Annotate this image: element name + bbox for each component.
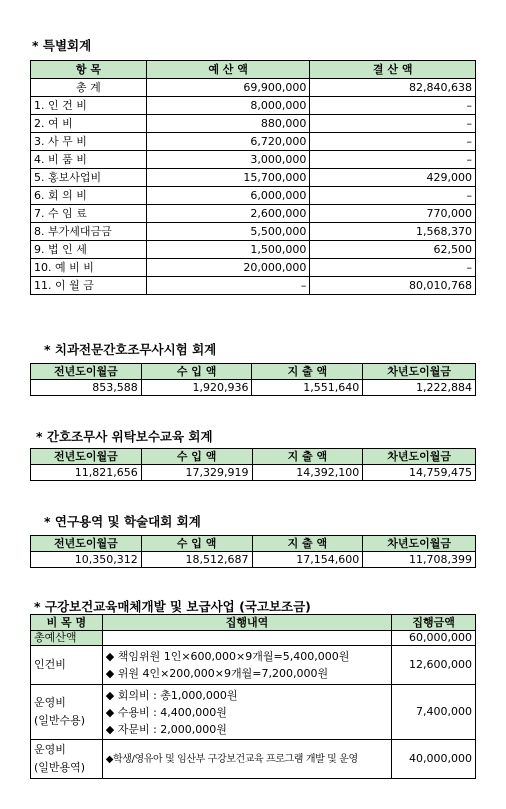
cell-amount: 7,400,000 <box>392 685 476 740</box>
oral-health-table <box>30 614 476 779</box>
cell-details <box>102 685 391 740</box>
table-row <box>31 465 476 481</box>
col-header-item-name: 비 목 명 <box>31 615 103 631</box>
item-name-line: 운영비 <box>34 743 66 756</box>
section-title-research: * 연구용역 및 학술대회 회계 <box>44 514 201 529</box>
cell-settlement: – <box>310 97 476 115</box>
table-row <box>31 380 476 396</box>
cell-prev-carryover: 10,350,312 <box>31 552 142 568</box>
table-row-total <box>31 631 476 646</box>
section-title-dental-exam: * 치과전문간호조무사시험 회계 <box>44 342 217 357</box>
table-header-row <box>31 364 476 380</box>
cell-budget: 20,000,000 <box>146 259 310 277</box>
section-title-oral-health: * 구강보건교육매체개발 및 보급사업 (국고보조금) <box>34 599 311 614</box>
cell-income: 17,329,919 <box>141 465 252 481</box>
table-row <box>31 169 476 187</box>
cell-budget: 5,500,000 <box>146 223 310 241</box>
detail-line: ◆ 위원 4인×200,000×9개월=7,200,000원 <box>105 667 329 680</box>
col-header-expense: 지 출 액 <box>252 364 363 380</box>
cell-amount: 40,000,000 <box>392 740 476 779</box>
item-name-line: 운영비 <box>34 696 66 709</box>
item-name-line: (일반수용) <box>34 714 86 727</box>
cell-label: 10. 예 비 비 <box>31 259 147 277</box>
cell-budget: 15,700,000 <box>146 169 310 187</box>
cell-item-name: 인건비 <box>31 646 103 685</box>
table-row <box>31 187 476 205</box>
table-row <box>31 223 476 241</box>
cell-prev-carryover: 11,821,656 <box>31 465 142 481</box>
cell-label: 5. 홍보사업비 <box>31 169 147 187</box>
table-row <box>31 97 476 115</box>
cell-settlement: 82,840,638 <box>310 79 476 97</box>
detail-line: ◆학생/영유아 및 임산부 구강보건교육 프로그램 개발 및 운영 <box>105 753 358 765</box>
cell-prev-carryover: 853,588 <box>31 380 142 396</box>
cell-item-name <box>31 740 103 779</box>
cell-label: 1. 인 건 비 <box>31 97 147 115</box>
col-header-item: 항 목 <box>31 61 147 79</box>
cell-budget: 6,720,000 <box>146 133 310 151</box>
cell-settlement: – <box>310 133 476 151</box>
cell-details <box>102 740 391 779</box>
cell-total-label: 총예산액 <box>31 631 103 646</box>
table-row-operating-supplies <box>31 685 476 740</box>
cell-budget: 2,600,000 <box>146 205 310 223</box>
cell-label: 총 계 <box>31 79 147 97</box>
detail-line: ◆ 책임위원 1인×600,000×9개월=5,400,000원 <box>105 650 350 663</box>
col-header-expense: 지 출 액 <box>252 536 363 552</box>
col-header-income: 수 입 액 <box>141 536 252 552</box>
cell-expense: 1,551,640 <box>252 380 363 396</box>
cell-label: 4. 비 품 비 <box>31 151 147 169</box>
table-row-total <box>31 79 476 97</box>
detail-line: ◆ 자문비 : 2,000,000원 <box>105 722 227 736</box>
table-row <box>31 241 476 259</box>
cell-total-amount: 60,000,000 <box>392 631 476 646</box>
cell-total-details <box>102 631 391 646</box>
detail-line: ◆ 수용비 : 4,400,000원 <box>105 705 227 719</box>
cell-income: 1,920,936 <box>141 380 252 396</box>
cell-budget: 6,000,000 <box>146 187 310 205</box>
section-title-special-account: * 특별회계 <box>32 38 92 53</box>
cell-settlement: 62,500 <box>310 241 476 259</box>
col-header-next-carryover: 차년도이월금 <box>363 449 476 465</box>
cell-budget: 8,000,000 <box>146 97 310 115</box>
cell-budget: 880,000 <box>146 115 310 133</box>
nursing-training-table <box>30 448 476 481</box>
table-header-row <box>31 449 476 465</box>
cell-settlement: 1,568,370 <box>310 223 476 241</box>
cell-item-name <box>31 685 103 740</box>
cell-label: 11. 이 월 금 <box>31 277 147 295</box>
table-header-row <box>31 536 476 552</box>
cell-details <box>102 646 391 685</box>
table-row <box>31 151 476 169</box>
cell-amount: 12,600,000 <box>392 646 476 685</box>
cell-budget: 69,900,000 <box>146 79 310 97</box>
col-header-amount: 집행금액 <box>392 615 476 631</box>
cell-label: 3. 사 무 비 <box>31 133 147 151</box>
table-row <box>31 259 476 277</box>
cell-budget: 3,000,000 <box>146 151 310 169</box>
cell-budget: – <box>146 277 310 295</box>
col-header-prev-carryover: 전년도이월금 <box>31 364 142 380</box>
cell-settlement: – <box>310 187 476 205</box>
col-header-details: 집행내역 <box>102 615 391 631</box>
cell-settlement: 429,000 <box>310 169 476 187</box>
table-row <box>31 552 476 568</box>
dental-exam-table <box>30 363 476 396</box>
col-header-budget: 예 산 액 <box>146 61 310 79</box>
cell-settlement: 770,000 <box>310 205 476 223</box>
section-title-nursing-training: * 간호조무사 위탁보수교육 회계 <box>36 429 213 444</box>
col-header-next-carryover: 차년도이월금 <box>363 364 476 380</box>
col-header-prev-carryover: 전년도이월금 <box>31 449 142 465</box>
cell-expense: 14,392,100 <box>252 465 363 481</box>
cell-label: 8. 부가세대금금 <box>31 223 147 241</box>
cell-label: 7. 수 임 료 <box>31 205 147 223</box>
cell-budget: 1,500,000 <box>146 241 310 259</box>
cell-label: 6. 회 의 비 <box>31 187 147 205</box>
table-header-row <box>31 615 476 631</box>
cell-expense: 17,154,600 <box>252 552 363 568</box>
cell-settlement: – <box>310 151 476 169</box>
cell-next-carryover: 1,222,884 <box>363 380 476 396</box>
special-account-table <box>30 60 476 295</box>
cell-settlement: – <box>310 259 476 277</box>
col-header-prev-carryover: 전년도이월금 <box>31 536 142 552</box>
cell-label: 9. 법 인 세 <box>31 241 147 259</box>
table-row-operating-services <box>31 740 476 779</box>
research-table <box>30 535 476 568</box>
table-row-personnel <box>31 646 476 685</box>
cell-next-carryover: 11,708,399 <box>363 552 476 568</box>
col-header-income: 수 입 액 <box>141 449 252 465</box>
cell-settlement: – <box>310 115 476 133</box>
table-header-row <box>31 61 476 79</box>
table-row <box>31 277 476 295</box>
col-header-income: 수 입 액 <box>141 364 252 380</box>
table-row <box>31 115 476 133</box>
table-row <box>31 205 476 223</box>
cell-label: 2. 여 비 <box>31 115 147 133</box>
col-header-settlement: 결 산 액 <box>310 61 476 79</box>
cell-income: 18,512,687 <box>141 552 252 568</box>
table-row <box>31 133 476 151</box>
detail-line: ◆ 회의비 : 총1,000,000원 <box>105 688 238 702</box>
cell-settlement: 80,010,768 <box>310 277 476 295</box>
col-header-expense: 지 출 액 <box>252 449 363 465</box>
col-header-next-carryover: 차년도이월금 <box>363 536 476 552</box>
item-name-line: (일반용역) <box>34 761 86 774</box>
cell-next-carryover: 14,759,475 <box>363 465 476 481</box>
